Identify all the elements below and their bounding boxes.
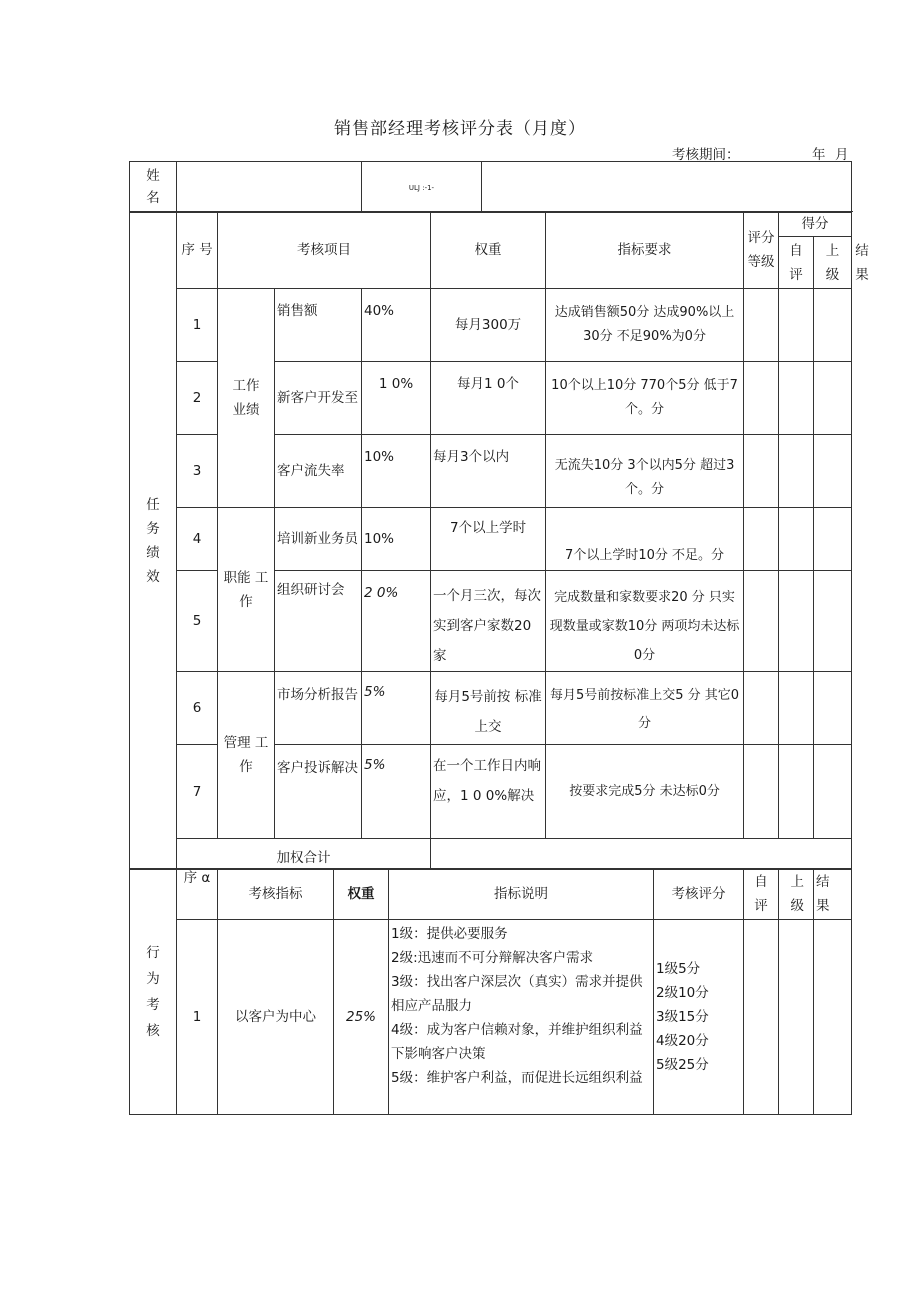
row-superior-score[interactable]: [779, 672, 814, 745]
row-result-score[interactable]: [814, 289, 852, 362]
position-value[interactable]: [482, 162, 852, 213]
row-weight: 5%: [362, 745, 431, 839]
row-item: 组织研讨会: [275, 571, 362, 672]
behavior-header-self: 自评: [744, 869, 779, 920]
row-self-score[interactable]: [744, 508, 779, 571]
task-section-label: 任务绩效: [130, 212, 177, 870]
row-requirement: 每月5号前按 标准上交: [431, 672, 546, 745]
description-level-4: 4级：成为客户信赖对象，并维护组织利益下影响客户决策: [391, 1022, 643, 1062]
row-self-score[interactable]: [744, 571, 779, 672]
row-item: 客户流失率: [275, 435, 362, 508]
description-level-2: 2级:迅速而不可分辩解决客户需求: [391, 950, 594, 966]
row-result-score[interactable]: [814, 435, 852, 508]
row-grade: 10个以上10分 770个5分 低于7个。分: [546, 362, 744, 435]
stamp-text: ULJ :-1-: [408, 184, 435, 192]
row-superior-score[interactable]: [779, 435, 814, 508]
row-superior-score[interactable]: [779, 362, 814, 435]
rating-level-1: 1级5分: [656, 961, 701, 977]
header-weight: 权重: [431, 212, 546, 289]
behavior-row-description: [389, 920, 654, 1115]
row-item: 销售额: [275, 289, 362, 362]
row-self-score[interactable]: [744, 672, 779, 745]
row-item: 新客户开发至: [275, 362, 362, 435]
name-table: [129, 161, 852, 213]
row-seq: 2: [177, 362, 218, 435]
behavior-header-seq: 序 α: [177, 869, 218, 920]
description-level-5: 5级：维护客户利益，而促进长远组织利益: [391, 1070, 643, 1086]
group-management: 管理 工作: [218, 672, 275, 839]
row-superior-score[interactable]: [779, 745, 814, 839]
document-title: 销售部经理考核评分表（月度）: [334, 119, 586, 139]
header-self: 自评: [779, 237, 814, 289]
behavior-result-score[interactable]: [814, 920, 852, 1115]
row-item: 市场分析报告: [275, 672, 362, 745]
row-requirement: 每月3个以内: [431, 435, 546, 508]
row-weight: 10%: [362, 508, 431, 571]
row-seq: 1: [177, 289, 218, 362]
row-result-score[interactable]: [814, 672, 852, 745]
row-seq: 5: [177, 571, 218, 672]
row-weight: 10%: [362, 435, 431, 508]
behavior-header-result: 结果: [814, 869, 852, 920]
task-table: 任务绩效 序 号 考核项目 权重 指标要求 评分等级 得分 自评 上级 结果 1 工作业绩 销售额 40% 每月300万 达成销售额50分 达成90%以上30分 不足90%为0分 2 新客户开发至 1 0% 每月1 0个 10个以上10分 770个5分 低于7个。分 3 客户流失率 10% 每月3个以内 无流失10分 3个以内5分 超过3个。分 4 职能 工作 培训新业务员 10% 7个以上学时 7个以上学时10分 不足。分 5 组织研讨会 2 0% 一个月三次，每次实到客户家数20家 完成数量和家数要求20 分 只实现数量或家数10分 两项均未达标0分 6 管理 工作 市场分析报告 5% 每月5号前按 标准上交 每月5号前按标准上交5 分 其它0分 7 客户投诉解决 5% 在一个工作日内响应，1 0 0%解决 按要求完成5分 未达标0分 加权合计: [129, 211, 852, 870]
group-work-performance: 工作业绩: [218, 289, 275, 508]
period-year: 年: [812, 147, 826, 163]
group-function: 职能 工作: [218, 508, 275, 672]
row-weight: 2 0%: [362, 571, 431, 672]
row-result-score[interactable]: [814, 745, 852, 839]
row-grade: 7个以上学时10分 不足。分: [546, 508, 744, 571]
rating-level-5: 5级25分: [656, 1057, 709, 1073]
row-requirement: 一个月三次，每次实到客户家数20家: [431, 571, 546, 672]
description-level-3: 3级：找出客户深层次（真实）需求并提供相应产品服力: [391, 974, 643, 1014]
header-superior: 上级: [814, 237, 852, 289]
row-grade: 按要求完成5分 未达标0分: [546, 745, 744, 839]
row-grade: 每月5号前按标准上交5 分 其它0分: [546, 672, 744, 745]
row-result-score[interactable]: [814, 508, 852, 571]
row-requirement: 在一个工作日内响应，1 0 0%解决: [431, 745, 546, 839]
row-requirement: 每月1 0个: [431, 362, 546, 435]
row-item: 客户投诉解决: [275, 745, 362, 839]
behavior-self-score[interactable]: [744, 920, 779, 1115]
row-seq: 3: [177, 435, 218, 508]
row-weight: 40%: [362, 289, 431, 362]
name-value[interactable]: [177, 162, 362, 213]
period-month: 月: [835, 147, 849, 163]
row-result-score[interactable]: [814, 362, 852, 435]
header-grade: 评分等级: [744, 212, 779, 289]
row-seq: 4: [177, 508, 218, 571]
name-label: 姓名: [130, 162, 177, 213]
behavior-header-indicator: 考核指标: [218, 869, 334, 920]
behavior-table: [129, 868, 852, 1115]
behavior-row-weight: 25%: [334, 920, 389, 1115]
row-weight: 1 0%: [362, 362, 431, 435]
header-score: 得分: [779, 212, 852, 237]
behavior-row-seq: 1: [177, 920, 218, 1115]
header-item: 考核项目: [218, 212, 431, 289]
header-requirement: 指标要求: [546, 212, 744, 289]
rating-level-2: 2级10分: [656, 985, 709, 1001]
row-requirement: 每月300万: [431, 289, 546, 362]
row-superior-score[interactable]: [779, 289, 814, 362]
row-weight: 5%: [362, 672, 431, 745]
rating-level-3: 3级15分: [656, 1009, 709, 1025]
row-superior-score[interactable]: [779, 571, 814, 672]
row-item: 培训新业务员: [275, 508, 362, 571]
row-seq: 7: [177, 745, 218, 839]
header-seq: 序 号: [177, 212, 218, 289]
rating-level-4: 4级20分: [656, 1033, 709, 1049]
behavior-header-superior: 上级: [779, 869, 814, 920]
row-grade: 无流失10分 3个以内5分 超过3个。分: [546, 435, 744, 508]
row-seq: 6: [177, 672, 218, 745]
behavior-row-rating: [654, 920, 744, 1115]
period-label: 考核期间：: [672, 147, 740, 163]
weighted-total-label: 加权合计: [177, 839, 431, 870]
behavior-section-label: 行为考核: [130, 869, 177, 1115]
stamp-cell: [362, 162, 482, 213]
behavior-header-description: 指标说明: [389, 869, 654, 920]
row-grade: 达成销售额50分 达成90%以上30分 不足90%为0分: [546, 289, 744, 362]
row-grade: 完成数量和家数要求20 分 只实现数量或家数10分 两项均未达标0分: [546, 571, 744, 672]
description-level-1: 1级：提供必要服务: [391, 926, 508, 942]
row-superior-score[interactable]: [779, 508, 814, 571]
behavior-row-indicator: 以客户为中心: [218, 920, 334, 1115]
behavior-superior-score[interactable]: [779, 920, 814, 1115]
row-self-score[interactable]: [744, 289, 779, 362]
row-self-score[interactable]: [744, 745, 779, 839]
row-requirement: 7个以上学时: [431, 508, 546, 571]
row-self-score[interactable]: [744, 435, 779, 508]
row-result-score[interactable]: [814, 571, 852, 672]
behavior-header-weight: 权重: [334, 869, 389, 920]
weighted-total-value[interactable]: [431, 839, 852, 870]
behavior-header-rating: 考核评分: [654, 869, 744, 920]
row-self-score[interactable]: [744, 362, 779, 435]
